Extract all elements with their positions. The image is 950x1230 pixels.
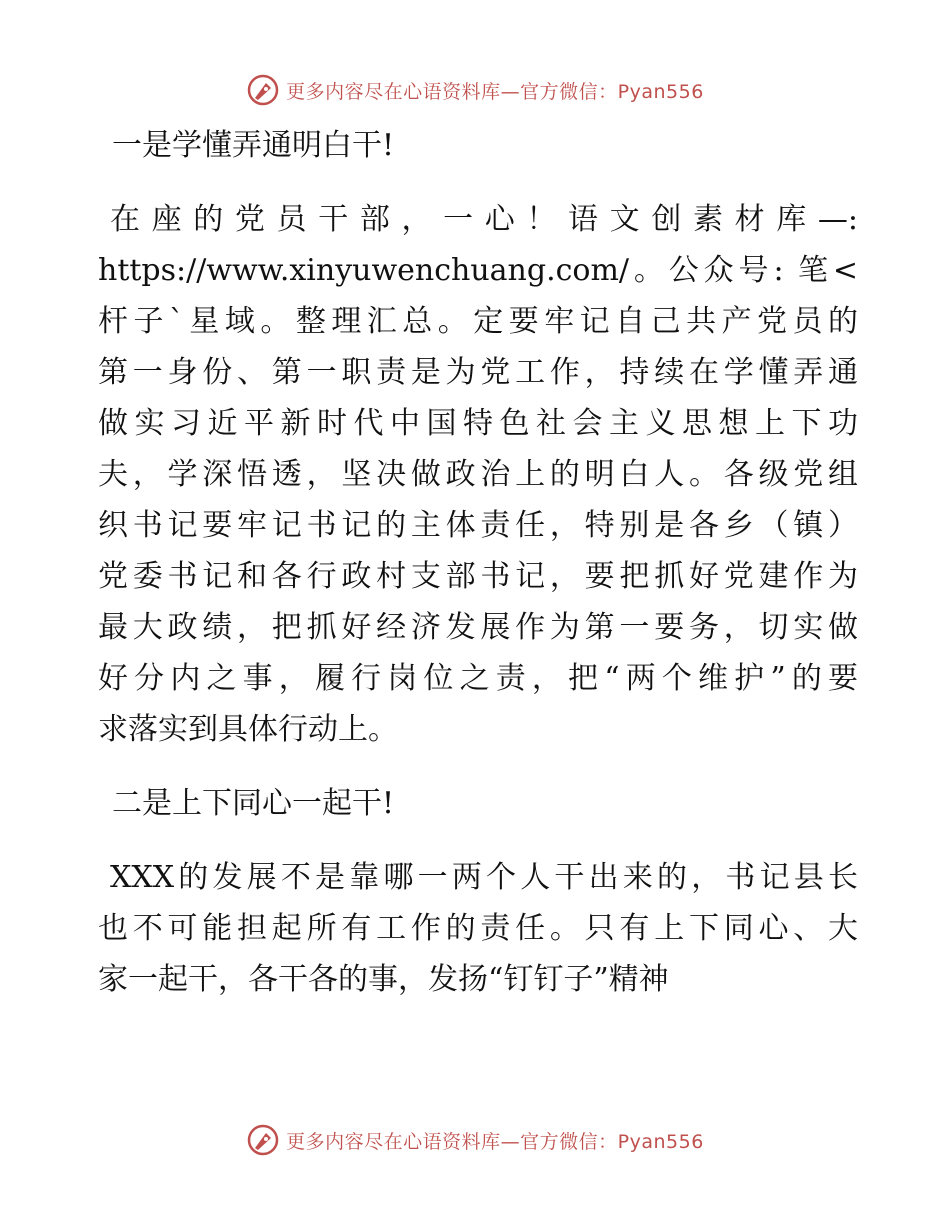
paragraph-line: 夫，学深悟透，坚决做政治上的明白人。各级党组 xyxy=(98,457,858,492)
paragraph-line: 做实习近平新时代中国特色社会主义思想上下功 xyxy=(98,406,858,441)
pen-nib-logo-icon xyxy=(246,1123,280,1157)
paragraph-line: 家一起干，各干各的事，发扬“钉钉子”精神 xyxy=(98,962,669,997)
paragraph-line: 求落实到具体行动上。 xyxy=(98,712,398,747)
paragraph-line: 第一身份、第一职责是为党工作，持续在学懂弄通 xyxy=(98,355,858,390)
paragraph-line: 织书记要牢记书记的主体责任，特别是各乡（镇） xyxy=(98,508,858,543)
paragraph-line: 也不可能担起所有工作的责任。只有上下同心、大 xyxy=(98,911,858,946)
paragraph-line: 党委书记和各行政村支部书记，要把抓好党建作为 xyxy=(98,559,858,594)
section-paragraph-2 xyxy=(98,852,858,1005)
watermark-text-top: 更多内容尽在心语资料库—官方微信：Pyan556 xyxy=(286,80,704,103)
document-body xyxy=(98,120,858,1005)
watermark-banner-top xyxy=(0,70,950,110)
section-heading-2: 二是上下同心一起干! xyxy=(112,786,395,821)
watermark-text-bottom: 更多内容尽在心语资料库—官方微信：Pyan556 xyxy=(286,1130,704,1153)
pen-nib-logo-icon xyxy=(246,73,280,107)
watermark-banner-bottom xyxy=(0,1120,950,1160)
section-paragraph-1 xyxy=(98,194,858,755)
paragraph-line: 好分内之事，履行岗位之责，把“两个维护”的要 xyxy=(98,661,858,696)
paragraph-line: 最大政绩，把抓好经济发展作为第一要务，切实做 xyxy=(98,610,858,645)
paragraph-line: 杆子`星域。整理汇总。定要牢记自己共产党员的 xyxy=(98,304,858,339)
paragraph-line: XXX的发展不是靠哪一两个人干出来的，书记县长 xyxy=(110,860,858,895)
paragraph-line: 在座的党员干部，一心！语文创素材库—: xyxy=(110,202,858,237)
section-heading-1: 一是学懂弄通明白干! xyxy=(112,128,395,163)
paragraph-line: https://www.xinyuwenchuang.com/。公众号: 笔< xyxy=(98,253,858,288)
